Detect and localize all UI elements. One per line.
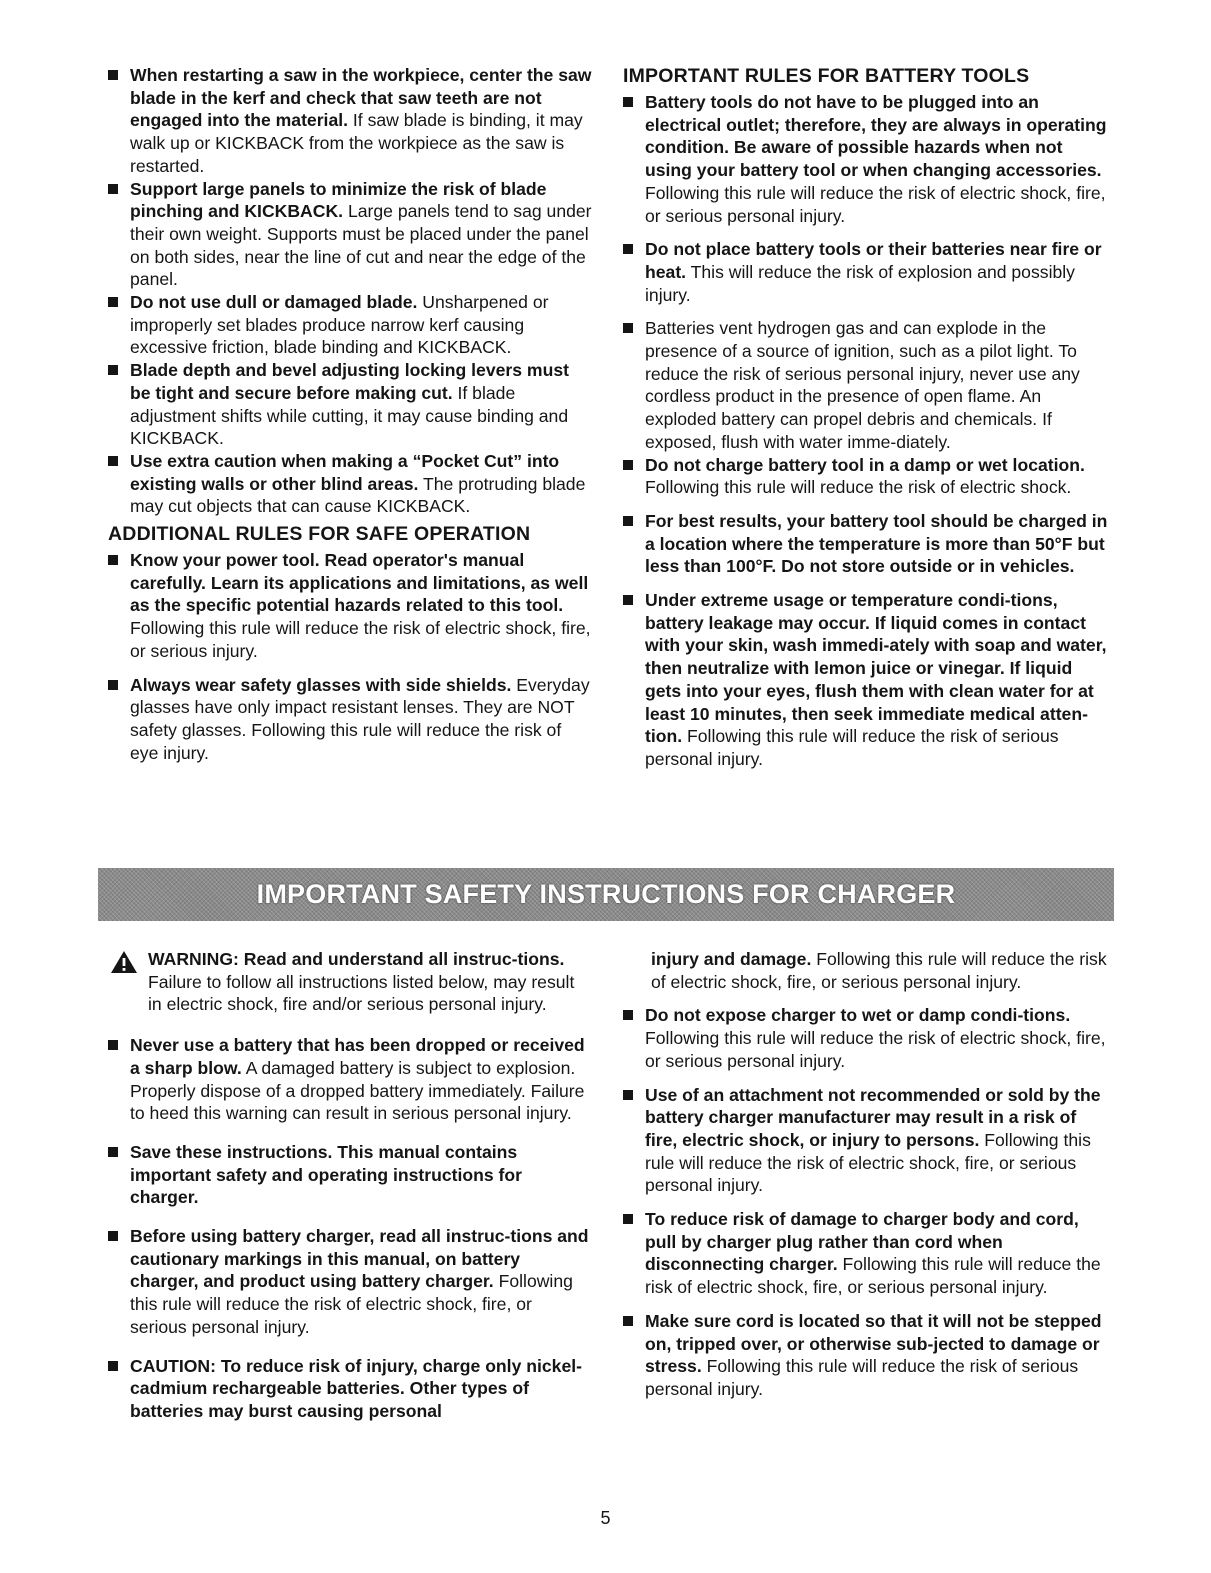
list-item: Batteries vent hydrogen gas and can explode in the presence of a source of ignition, such as a pilot light. To reduce the risk of serious personal injury, never use any cordless product in the presence of open flame. An exploded battery can propel debris and chemicals. If exposed, flush with water imme-diately. — [623, 317, 1113, 453]
bullet-icon — [108, 1361, 118, 1371]
bottom-left-column — [108, 948, 592, 1423]
list-item: Battery tools do not have to be plugged into an electrical outlet; therefore, they are always in operating condition. Be aware of possible hazards when not using your battery tool or when changing accessories. Following this rule will reduce the risk of electric shock, fire, or serious personal injury. — [623, 91, 1113, 227]
bullet-icon — [623, 323, 633, 333]
bullet-icon — [108, 456, 118, 466]
list-item: Use extra caution when making a “Pocket Cut” into existing walls or other blind areas. The protruding blade may cut objects that can cause KICKBACK. — [108, 450, 592, 518]
bullet-icon — [108, 1040, 118, 1050]
bullet-icon — [108, 365, 118, 375]
list-item: Make sure cord is located so that it will not be stepped on, tripped over, or otherwise sub-jected to damage or stress. Following this rule will reduce the risk of serious personal injury. — [623, 1310, 1113, 1401]
list-item: Do not charge battery tool in a damp or wet location. Following this rule will reduce the risk of electric shock. — [623, 454, 1113, 499]
bullet-icon — [108, 184, 118, 194]
list-item: CAUTION: To reduce risk of injury, charge only nickel-cadmium rechargeable batteries. Other types of batteries may burst causing personal — [108, 1355, 592, 1423]
bullet-icon — [623, 516, 633, 526]
bottom-right-column — [623, 948, 1113, 1401]
bullet-icon — [623, 1010, 633, 1020]
top-right-column — [623, 64, 1113, 771]
section-heading-additional-rules: ADDITIONAL RULES FOR SAFE OPERATION — [108, 523, 531, 546]
list-item: Blade depth and bevel adjusting locking levers must be tight and secure before making cut. If blade adjustment shifts while cutting, it may cause binding and KICKBACK. — [108, 359, 592, 450]
list-item: Save these instructions. This manual contains important safety and operating instructions for charger. — [108, 1141, 592, 1209]
warning-block: WARNING: Read and understand all instruc-tions. Failure to follow all instructions listed below, may result in electric shock, fire and/or serious personal injury. — [108, 948, 592, 1016]
list-item: Do not use dull or damaged blade. Unsharpened or improperly set blades produce narrow kerf causing excessive friction, blade binding and KICKBACK. — [108, 291, 592, 359]
top-left-column — [108, 64, 592, 764]
list-item: Support large panels to minimize the risk of blade pinching and KICKBACK. Large panels tend to sag under their own weight. Supports must be placed under the panel on both sides, near the line of cut and near the edge of the panel. — [108, 178, 592, 292]
list-item: Know your power tool. Read operator's manual carefully. Learn its applications and limitations, as well as the specific potential hazards related to this tool. Following this rule will reduce the risk of electric shock, fire, or serious injury. — [108, 549, 592, 663]
bullet-icon — [108, 680, 118, 690]
charger-safety-banner — [98, 868, 1114, 921]
list-item: Always wear safety glasses with side shields. Everyday glasses have only impact resistant lenses. They are NOT safety glasses. Following this rule will reduce the risk of eye injury. — [108, 674, 592, 765]
bullet-icon — [108, 1231, 118, 1241]
bullet-icon — [623, 244, 633, 254]
list-item: Before using battery charger, read all instruc-tions and cautionary markings in this manual, on battery charger, and product using battery charger. Following this rule will reduce the risk of electric shock, fire, or serious personal injury. — [108, 1225, 592, 1339]
bullet-icon — [623, 460, 633, 470]
bullet-icon — [108, 297, 118, 307]
list-item: For best results, your battery tool should be charged in a location where the temperature is more than 50°F but less than 100°F. Do not store outside or in vehicles. — [623, 510, 1113, 578]
list-item: Use of an attachment not recommended or sold by the battery charger manufacturer may result in a risk of fire, electric shock, or injury to persons. Following this rule will reduce the risk of electric shock, fire, or serious personal injury. — [623, 1084, 1113, 1198]
bullet-icon — [623, 1090, 633, 1100]
bullet-icon — [623, 1214, 633, 1224]
list-item: To reduce risk of damage to charger body and cord, pull by charger plug rather than cord when disconnecting charger. Following this rule will reduce the risk of electric shock, fire, or serious personal injury. — [623, 1208, 1113, 1299]
list-item: Do not expose charger to wet or damp condi-tions. Following this rule will reduce the risk of electric shock, fire, or serious personal injury. — [623, 1004, 1113, 1072]
bullet-icon — [623, 595, 633, 605]
list-item: Do not place battery tools or their batteries near fire or heat. This will reduce the risk of explosion and possibly injury. — [623, 238, 1113, 306]
bullet-icon — [108, 70, 118, 80]
bullet-icon — [623, 1316, 633, 1326]
bullet-icon — [108, 1147, 118, 1157]
list-item: When restarting a saw in the workpiece, center the saw blade in the kerf and check that saw teeth are not engaged into the material. If saw blade is binding, it may walk up or KICKBACK from the workpiece as the saw is restarted. — [108, 64, 592, 178]
bullet-icon — [108, 555, 118, 565]
continuation-paragraph: injury and damage. Following this rule will reduce the risk of electric shock, fire, or serious personal injury. — [651, 949, 1107, 992]
list-item: Never use a battery that has been dropped or received a sharp blow. A damaged battery is subject to explosion. Properly dispose of a dropped battery immediately. Failure to heed this warning can result in serious personal injury. — [108, 1034, 592, 1125]
page-number: 5 — [600, 1508, 611, 1528]
warning-triangle-icon — [110, 950, 138, 974]
banner-title: IMPORTANT SAFETY INSTRUCTIONS FOR CHARGER — [256, 879, 956, 909]
list-item: Under extreme usage or temperature condi-tions, battery leakage may occur. If liquid comes in contact with your skin, wash immedi-ately with soap and water, then neutralize with lemon juice or vinegar. If liquid gets into your eyes, flush them with clean water for at least 10 minutes, then seek immediate medical atten-tion. Following this rule will reduce the risk of serious personal injury. — [623, 589, 1113, 771]
bullet-icon — [623, 97, 633, 107]
section-heading-battery-tools: IMPORTANT RULES FOR BATTERY TOOLS — [623, 65, 1030, 87]
